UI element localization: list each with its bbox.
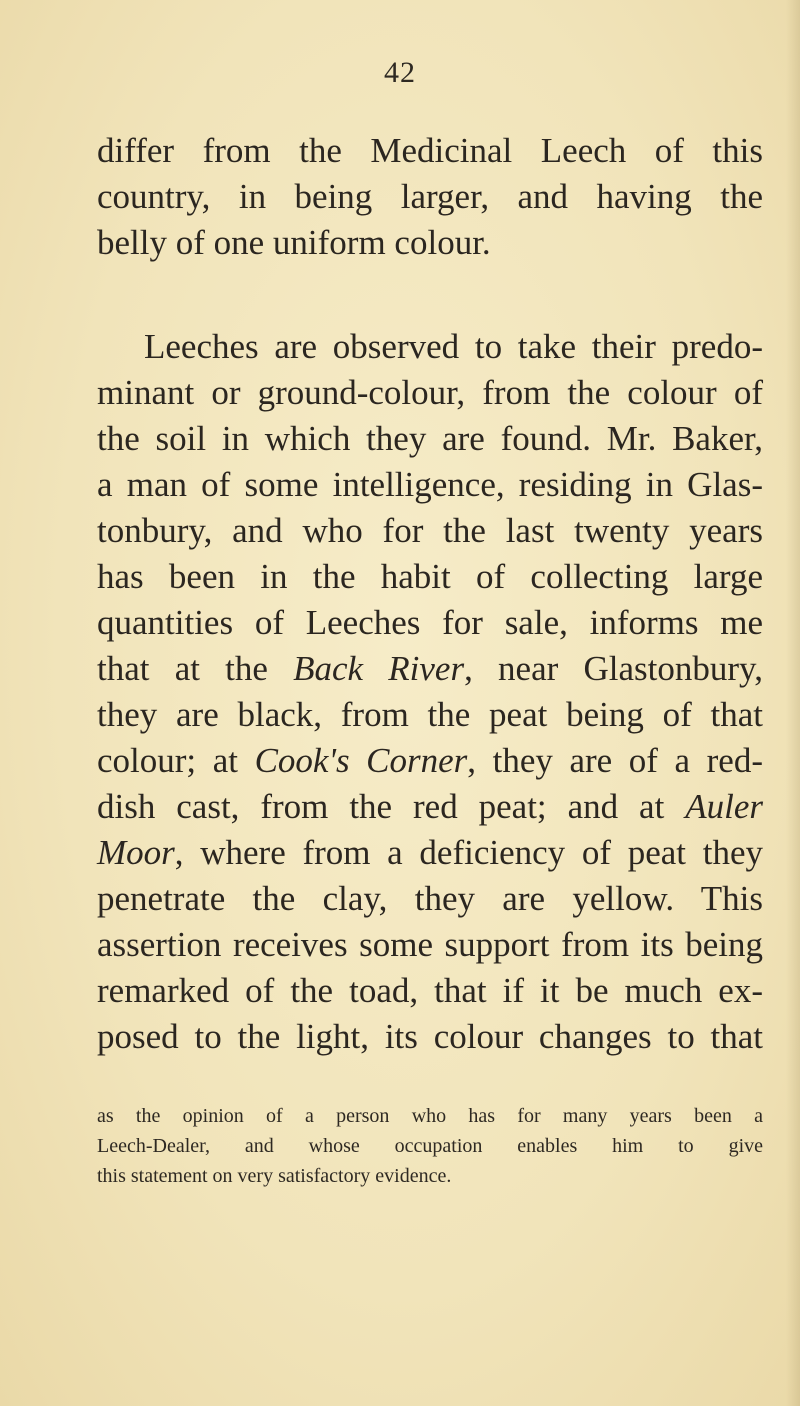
page-edge-shadow bbox=[786, 0, 800, 1406]
footnote-line: Leech-Dealer, and whose occupation enables him to give bbox=[97, 1135, 763, 1157]
text-line: they are black, from the peat being of that bbox=[97, 695, 763, 734]
text-line: the soil in which they are found. Mr. Baker, bbox=[97, 419, 763, 458]
text-line bbox=[97, 646, 763, 692]
text-segment: , near Glastonbury, bbox=[464, 649, 763, 688]
body-text bbox=[97, 128, 763, 1060]
place-name-back-river: Back River bbox=[293, 649, 465, 688]
text-segment: , they are of a red- bbox=[467, 741, 763, 780]
text-segment: colour; at bbox=[97, 741, 255, 780]
page-number: 42 bbox=[384, 56, 416, 89]
text-segment: that at the bbox=[97, 649, 294, 688]
text-line: assertion receives some support from its being bbox=[97, 925, 763, 964]
text-line: a man of some intelligence, residing in Glas- bbox=[97, 465, 763, 504]
text-line: country, in being larger, and having the bbox=[97, 177, 763, 216]
text-line bbox=[97, 830, 763, 876]
text-line: tonbury, and who for the last twenty years bbox=[97, 511, 763, 550]
text-line: Leeches are observed to take their predo- bbox=[144, 327, 763, 366]
place-name-auler: Auler bbox=[685, 787, 763, 826]
text-line: remarked of the toad, that if it be much ex- bbox=[97, 971, 763, 1010]
text-segment: dish cast, from the red peat; and at bbox=[97, 787, 686, 826]
footnote bbox=[97, 1101, 763, 1191]
footnote-line: as the opinion of a person who has for many years been a bbox=[97, 1105, 763, 1127]
text-line: posed to the light, its colour changes to that bbox=[97, 1017, 763, 1056]
place-name-cooks-corner: Cook's Corner bbox=[254, 741, 468, 780]
text-line bbox=[97, 738, 763, 784]
text-line: quantities of Leeches for sale, informs me bbox=[97, 603, 763, 642]
place-name-moor: Moor bbox=[97, 833, 175, 872]
text-line: has been in the habit of collecting large bbox=[97, 557, 763, 596]
text-line: penetrate the clay, they are yellow. This bbox=[97, 879, 763, 918]
text-line: minant or ground-colour, from the colour of bbox=[97, 373, 763, 412]
paragraph-gap bbox=[97, 266, 763, 324]
text-segment: , where from a deficiency of peat they bbox=[174, 833, 763, 872]
text-line bbox=[97, 784, 763, 830]
text-line: belly of one uniform colour. bbox=[97, 223, 491, 262]
footnote-line: this statement on very satisfactory evidence. bbox=[97, 1165, 452, 1187]
text-line: differ from the Medicinal Leech of this bbox=[97, 131, 763, 170]
